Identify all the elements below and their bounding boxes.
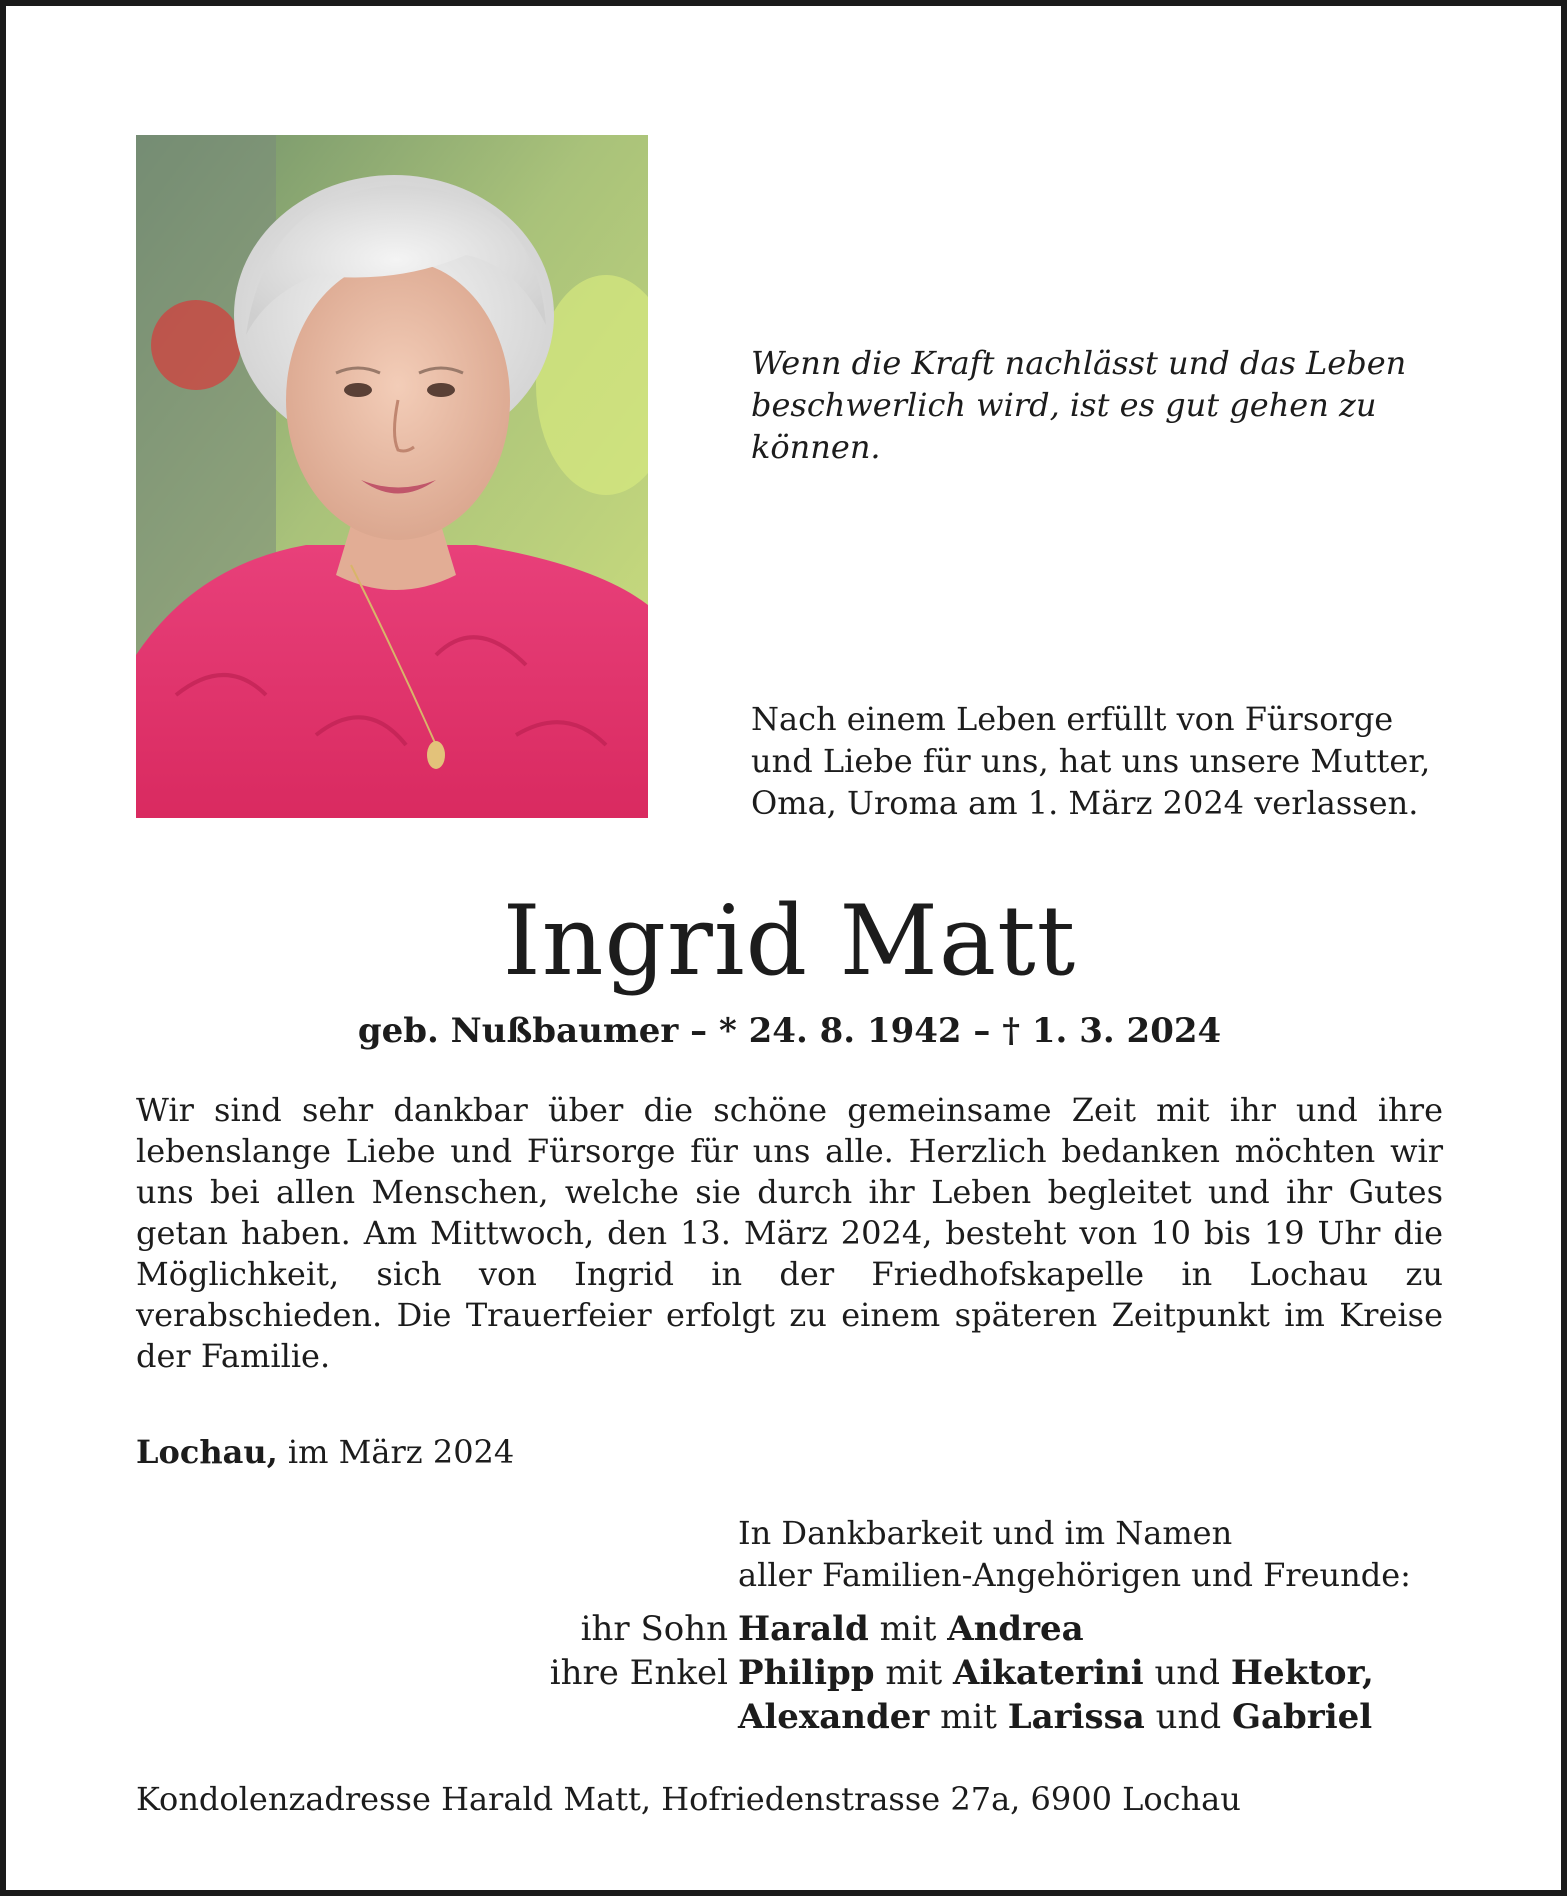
family-member: Hektor, bbox=[1230, 1653, 1374, 1693]
deceased-name: Ingrid Matt bbox=[502, 885, 1077, 997]
portrait-photo bbox=[136, 135, 648, 818]
family-member: Harald bbox=[738, 1609, 869, 1649]
family-role-empty bbox=[426, 1695, 738, 1739]
quote-line: können. bbox=[751, 428, 881, 466]
portrait-illustration bbox=[136, 135, 648, 818]
condolence-address: Kondolenzadresse Harald Matt, Hofriedenstrasse 27a, 6900 Lochau bbox=[136, 1780, 1241, 1818]
family-member: Andrea bbox=[947, 1609, 1084, 1649]
quote-line: beschwerlich wird, ist es gut gehen zu bbox=[751, 386, 1377, 424]
thanks-text bbox=[738, 1512, 1411, 1596]
place-date bbox=[136, 1431, 514, 1473]
family-row-son bbox=[426, 1607, 1476, 1651]
family-row-grandchildren bbox=[426, 1651, 1476, 1695]
family-connector: und bbox=[1143, 1653, 1231, 1693]
family-connector: und bbox=[1144, 1697, 1232, 1737]
quote-line: Wenn die Kraft nachlässt und das Leben bbox=[751, 344, 1407, 382]
thanks-line: aller Familien-Angehörigen und Freunde: bbox=[738, 1556, 1411, 1594]
family-member: Aikaterini bbox=[953, 1653, 1144, 1693]
place-city: Lochau, bbox=[136, 1433, 278, 1471]
family-connector: mit bbox=[929, 1697, 1008, 1737]
family-connector: mit bbox=[868, 1609, 948, 1649]
family-member: Gabriel bbox=[1231, 1697, 1373, 1737]
family-member: Larissa bbox=[1007, 1697, 1145, 1737]
intro-line: und Liebe für uns, hat uns unsere Mutter, bbox=[751, 742, 1431, 780]
family-names bbox=[738, 1607, 1084, 1651]
family-row-grandchildren-2 bbox=[426, 1695, 1476, 1739]
family-role: ihr Sohn bbox=[580, 1609, 728, 1649]
family-member: Alexander bbox=[738, 1697, 930, 1737]
family-role: ihre Enkel bbox=[549, 1653, 728, 1693]
birth-death-line: geb. Nußbaumer – * 24. 8. 1942 – † 1. 3. 2024 bbox=[357, 1011, 1222, 1051]
intro-text bbox=[751, 698, 1506, 824]
family-names bbox=[738, 1651, 1374, 1695]
intro-line: Nach einem Leben erfüllt von Fürsorge bbox=[751, 700, 1394, 738]
body-paragraph: Wir sind sehr dankbar über die schöne gemeinsame Zeit mit ihr und ihre lebenslange Liebe und Fürsorge für uns alle. Herzlich bedanken möchten wir uns bei allen Menschen, welche sie durch ihr Leben begleitet und ihr Gutes getan haben. Am Mittwoch, den 13. März 2024, besteht von 10 bis 19 Uhr die Möglichkeit, sich von Ingrid in der Friedhofskapelle in Lochau zu verabschieden. Die Trauerfeier erfolgt zu einem späteren Zeitpunkt im Kreise der Familie. bbox=[136, 1091, 1443, 1375]
family-connector: mit bbox=[874, 1653, 953, 1693]
family-names bbox=[738, 1695, 1372, 1739]
family-member: Philipp bbox=[738, 1653, 875, 1693]
place-date-text: im März 2024 bbox=[277, 1433, 515, 1471]
family-list bbox=[426, 1607, 1476, 1739]
memorial-quote bbox=[751, 342, 1471, 468]
intro-line: Oma, Uroma am 1. März 2024 verlassen. bbox=[751, 784, 1419, 822]
thanks-line: In Dankbarkeit und im Namen bbox=[738, 1514, 1233, 1552]
